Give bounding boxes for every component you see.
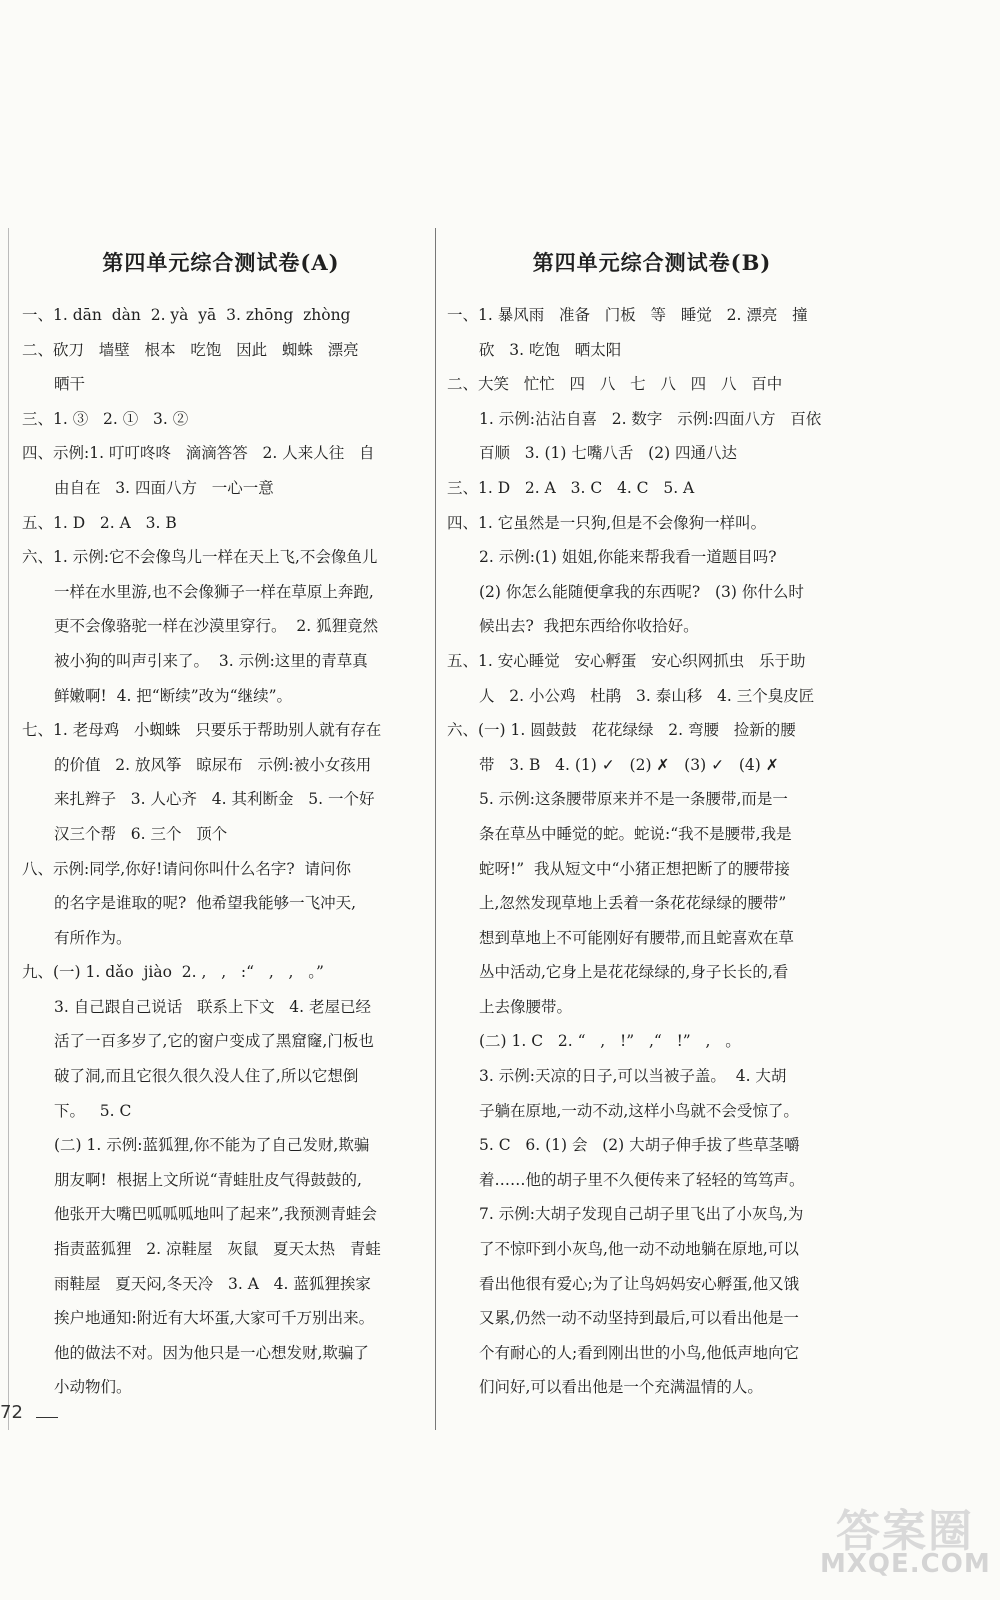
- answer-line: 六、(一) 1. 圆鼓鼓 花花绿绿 2. 弯腰 捡新的腰: [447, 721, 796, 740]
- answer-line: (二) 1. 示例:蓝狐狸,你不能为了自己发财,欺骗: [54, 1136, 370, 1155]
- answer-column-b: [447, 228, 857, 1405]
- answer-line: 汉三个帮 6. 三个 顶个: [54, 824, 228, 843]
- answer-line: 挨户地通知:附近有大坏蛋,大家可千万别出来。: [54, 1309, 375, 1328]
- page-left-edge-line: [8, 228, 9, 1430]
- answer-line: 蛇呀!” 我从短文中“小猪正想把断了的腰带接: [479, 859, 790, 878]
- answer-line: 想到草地上不可能刚好有腰带,而且蛇喜欢在草: [479, 928, 794, 947]
- answer-line: 的价值 2. 放风筝 晾尿布 示例:被小女孩用: [54, 755, 372, 774]
- answer-line: 一、1. dān dàn 2. yà yā 3. zhōng zhòng: [22, 306, 351, 324]
- answer-line: 7. 示例:大胡子发现自己胡子里飞出了小灰鸟,为: [479, 1205, 804, 1224]
- answer-lines-a: [22, 298, 420, 1405]
- answer-column-a: [22, 228, 420, 1405]
- answer-line: 上去像腰带。: [479, 997, 573, 1016]
- answer-line: 了不惊吓到小灰鸟,他一动不动地躺在原地,可以: [479, 1240, 799, 1259]
- answer-line: 2. 示例:(1) 姐姐,你能来帮我看一道题目吗?: [479, 548, 777, 567]
- answer-line: (2) 你怎么能随便拿我的东西呢? (3) 你什么时: [479, 582, 804, 601]
- answer-line: 上,忽然发现草地上丢着一条花花绿绿的腰带”: [479, 894, 787, 913]
- answer-line: 带 3. B 4. (1) ✓ (2) ✗ (3) ✓ (4) ✗: [479, 755, 779, 774]
- answer-line: 五、1. D 2. A 3. B: [22, 513, 177, 532]
- answer-line: 活了一百多岁了,它的窗户变成了黑窟窿,门板也: [54, 1032, 374, 1051]
- answer-line: 一、1. 暴风雨 准备 门板 等 睡觉 2. 漂亮 撞: [447, 306, 808, 324]
- answer-line: 又累,仍然一动不动坚持到最后,可以看出他是一: [479, 1309, 799, 1328]
- column-divider: [435, 228, 436, 1430]
- answer-line: 他张开大嘴巴呱呱呱地叫了起来”,我预测青蛙会: [54, 1205, 377, 1224]
- answer-line: 九、(一) 1. dǎo jiào 2. , , :“ , , 。”: [22, 963, 324, 982]
- answer-line: 三、1. D 2. A 3. C 4. C 5. A: [447, 478, 695, 497]
- answer-line: 二、大笑 忙忙 四 八 七 八 四 八 百中: [447, 375, 783, 394]
- answer-line: 由自在 3. 四面八方 一心一意: [54, 478, 274, 497]
- answer-line: 更不会像骆驼一样在沙漠里穿行。 2. 狐狸竟然: [54, 617, 379, 636]
- answer-line: 砍 3. 吃饱 晒太阳: [479, 340, 622, 359]
- answer-line: 八、示例:同学,你好!请问你叫什么名字? 请问你: [22, 859, 352, 878]
- answer-line: 1. 示例:沾沾自喜 2. 数字 示例:四面八方 百依: [479, 409, 822, 428]
- answer-line: 雨鞋屋 夏天闷,冬天冷 3. A 4. 蓝狐狸挨家: [54, 1274, 371, 1293]
- answer-line: 四、1. 它虽然是一只狗,但是不会像狗一样叫。: [447, 513, 767, 532]
- watermark-text-cn: 答案圈: [836, 1506, 974, 1557]
- answer-line: 个有耐心的人;看到刚出世的小鸟,他低声地向它: [479, 1343, 800, 1362]
- answer-line: 六、1. 示例:它不会像鸟儿一样在天上飞,不会像鱼儿: [22, 548, 378, 567]
- answer-line: 5. C 6. (1) 会 (2) 大胡子伸手拔了些草茎嚼: [479, 1136, 800, 1155]
- answer-line: 三、1. ③ 2. ① 3. ②: [22, 409, 189, 428]
- answer-line: 来扎辫子 3. 人心齐 4. 其利断金 5. 一个好: [54, 790, 375, 809]
- answer-line: 小动物们。: [54, 1378, 132, 1397]
- answer-line: 条在草丛中睡觉的蛇。蛇说:“我不是腰带,我是: [479, 824, 792, 843]
- answer-lines-b: [447, 298, 857, 1405]
- answer-line: 五、1. 安心睡觉 安心孵蛋 安心织网抓虫 乐于助: [447, 651, 806, 670]
- watermark-text-en: MXQE.COM: [820, 1549, 991, 1579]
- answer-line: 3. 自己跟自己说话 联系上下文 4. 老屋已经: [54, 997, 371, 1016]
- answer-line: 有所作为。: [54, 928, 132, 947]
- answer-line: 他的做法不对。因为他只是一心想发财,欺骗了: [54, 1343, 369, 1362]
- answer-line: 子躺在原地,一动不动,这样小鸟就不会受惊了。: [479, 1101, 799, 1120]
- answer-line: 晒干: [54, 375, 86, 394]
- answer-line: 的名字是谁取的呢? 他希望我能够一飞冲天,: [54, 894, 357, 913]
- answer-line: 七、1. 老母鸡 小蜘蛛 只要乐于帮助别人就有存在: [22, 721, 382, 740]
- answer-line: 四、示例:1. 叮叮咚咚 滴滴答答 2. 人来人往 自: [22, 444, 375, 463]
- answer-line: 下。 5. C: [54, 1101, 132, 1120]
- watermark-logo: [820, 1495, 990, 1590]
- answer-line: 人 2. 小公鸡 杜鹃 3. 泰山移 4. 三个臭皮匠: [479, 686, 815, 705]
- answer-line: 指责蓝狐狸 2. 凉鞋屋 灰鼠 夏天太热 青蛙: [54, 1240, 381, 1259]
- answer-line: 二、砍刀 墙壁 根本 吃饱 因此 蜘蛛 漂亮: [22, 340, 359, 359]
- answer-line: 们问好,可以看出他是一个充满温情的人。: [479, 1378, 763, 1397]
- page-number: 72: [0, 1402, 23, 1423]
- page-number-dash: [36, 1417, 58, 1418]
- answer-line: 被小狗的叫声引来了。 3. 示例:这里的青草真: [54, 651, 368, 670]
- answer-line: 破了洞,而且它很久很久没人住了,所以它想倒: [54, 1067, 359, 1086]
- answer-line: 候出去? 我把东西给你收拾好。: [479, 617, 699, 636]
- answer-line: (二) 1. C 2. “ , !” ,“ !” , 。: [479, 1032, 741, 1051]
- section-title-b: 第四单元综合测试卷(B): [532, 250, 772, 275]
- section-title-a: 第四单元综合测试卷(A): [102, 250, 340, 275]
- answer-line: 3. 示例:天凉的日子,可以当被子盖。 4. 大胡: [479, 1067, 787, 1086]
- answer-line: 着……他的胡子里不久便传来了轻轻的笃笃声。: [479, 1170, 805, 1189]
- answer-line: 丛中活动,它身上是花花绿绿的,身子长长的,看: [479, 963, 789, 982]
- answer-line: 朋友啊! 根据上文所说“青蛙肚皮气得鼓鼓的,: [54, 1170, 362, 1189]
- answer-line: 看出他很有爱心;为了让鸟妈妈安心孵蛋,他又饿: [479, 1274, 800, 1293]
- answer-line: 5. 示例:这条腰带原来并不是一条腰带,而是一: [479, 790, 788, 809]
- answer-line: 一样在水里游,也不会像狮子一样在草原上奔跑,: [54, 582, 374, 601]
- answer-line: 百顺 3. (1) 七嘴八舌 (2) 四通八达: [479, 444, 738, 463]
- answer-line: 鲜嫩啊! 4. 把“断续”改为“继续”。: [54, 686, 292, 705]
